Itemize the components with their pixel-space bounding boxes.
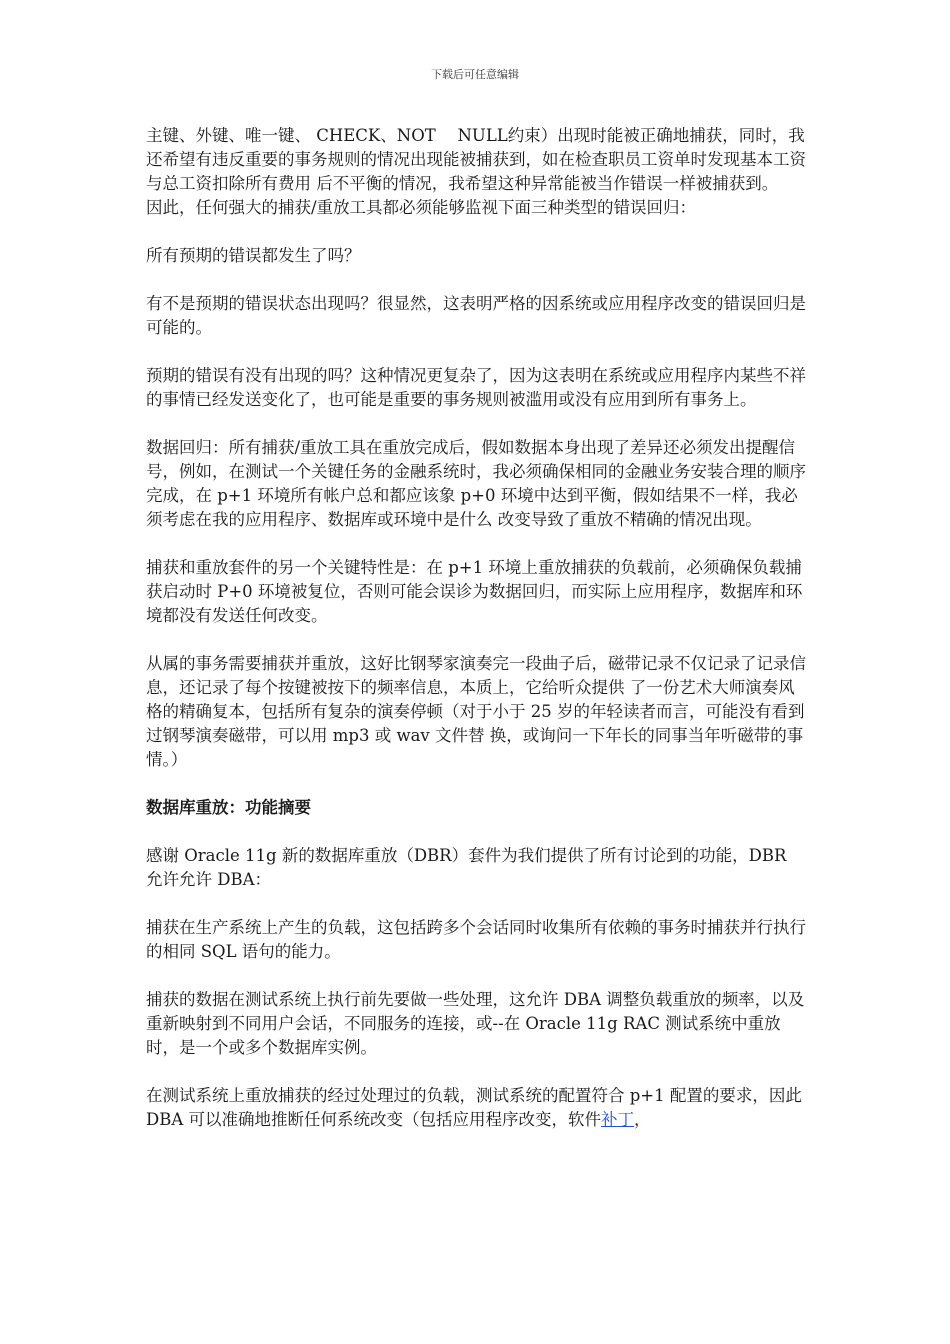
paragraph-question-expected-errors: 所有预期的错误都发生了吗？ (146, 246, 361, 265)
paragraph-reset-environment: 捕获和重放套件的另一个关键特性是：在 p+1 环境上重放捕获的负载前，必须确保负载捕获启动时 P+0 环境被复位，否则可能会误诊为数据回归，而实际上应用程序，数据库和环境都没有发送任何改变。 (146, 558, 803, 625)
document-body (146, 124, 806, 1132)
section-heading: 数据库重放：功能摘要 (146, 798, 311, 817)
paragraph-unexpected-errors: 有不是预期的错误状态出现吗？很显然，这表明严格的因系统或应用程序改变的错误回归是可能的。 (146, 294, 806, 337)
paragraph-dbr-intro: 感谢 Oracle 11g 新的数据库重放（DBR）套件为我们提供了所有讨论到的功能，DBR 允许允许 DBA： (146, 846, 787, 889)
paragraph-missing-errors: 预期的错误有没有出现的吗？这种情况更复杂了，因为这表明在系统或应用程序内某些不祥的事情已经发送变化了，也可能是重要的事务规则被滥用或没有应用到所有事务上。 (146, 366, 806, 409)
paragraph-constraints: 主键、外键、唯一键、 CHECK、NOT NULL约束）出现时能被正确地捕获，同时，我还希望有违反重要的事务规则的情况出现能被捕获到，如在检查职员工资单时发现基本工资与总工资扣除所有费用 后不平衡的情况，我希望这种异常能被当作错误一样被捕获到。 (146, 126, 806, 193)
paragraph-intro-error-types: 因此，任何强大的捕获/重放工具都必须能够监视下面三种类型的错误回归： (146, 198, 697, 217)
paragraph-data-regression: 数据回归：所有捕获/重放工具在重放完成后，假如数据本身出现了差异还必须发出提醒信号，例如，在测试一个关键任务的金融系统时，我必须确保相同的金融业务安装合理的顺序完成，在 p+1 环境所有帐户总和都应该象 p+0 环境中达到平衡，假如结果不一样，我必须考虑在我的应用程序、数据库或环境中是什么 改变导致了重放不精确的情况出现。 (146, 438, 806, 529)
replay-text-before-link: 在测试系统上重放捕获的经过处理过的负载，测试系统的配置符合 p+1 配置的要求，因此 DBA 可以准确地推断任何系统改变（包括应用程序改变，软件 (146, 1086, 802, 1129)
replay-text-after-link: ， (634, 1110, 651, 1129)
paragraph-replay-test (146, 1084, 806, 1132)
patch-link[interactable]: 补丁 (601, 1110, 635, 1129)
page-header: 下载后可任意编辑 (431, 68, 519, 81)
paragraph-pianist-analogy: 从属的事务需要捕获并重放，这好比钢琴家演奏完一段曲子后，磁带记录不仅记录了记录信息，还记录了每个按键被按下的频率信息，本质上，它给听众提供 了一份艺术大师演奏风格的精确复本，包括所有复杂的演奏停顿（对于小于 25 岁的年轻读者而言，可能没有看到过钢琴演奏磁带，可以用 mp3 或 wav 文件替 换，或询问一下年长的同事当年听磁带的事情。） (146, 654, 806, 769)
paragraph-preprocess: 捕获的数据在测试系统上执行前先要做一些处理，这允许 DBA 调整负载重放的频率，以及重新映射到不同用户会话，不同服务的连接，或--在 Oracle 11g RAC 测试系统中重放时，是一个或多个数据库实例。 (146, 990, 805, 1057)
paragraph-capture-load: 捕获在生产系统上产生的负载，这包括跨多个会话同时收集所有依赖的事务时捕获并行执行的相同 SQL 语句的能力。 (146, 918, 806, 961)
